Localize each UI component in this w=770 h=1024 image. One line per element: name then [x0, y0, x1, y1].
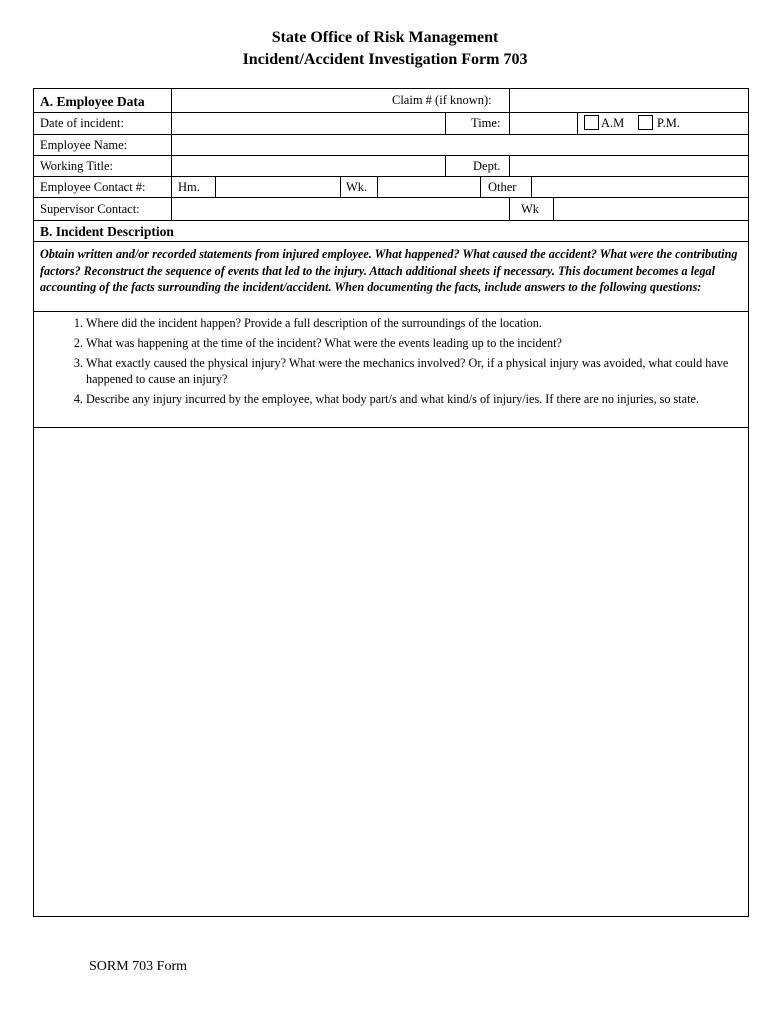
row-divider	[34, 197, 748, 198]
incident-description-area[interactable]	[34, 427, 748, 916]
row-divider	[34, 155, 748, 156]
supervisor-contact-label: Supervisor Contact:	[40, 202, 140, 216]
row-divider	[34, 112, 748, 113]
col-divider	[340, 176, 341, 197]
am-label: A.M	[601, 116, 625, 130]
question-item: 1. Where did the incident happen? Provide a full description of the surroundings of the location.	[86, 315, 738, 331]
col-divider	[171, 89, 172, 220]
time-label: Time:	[471, 116, 501, 130]
incident-form	[33, 88, 749, 917]
col-divider	[509, 155, 510, 176]
employee-name-label: Employee Name:	[40, 138, 128, 152]
col-divider	[509, 112, 510, 134]
col-divider	[509, 89, 510, 112]
col-divider	[577, 112, 578, 134]
employee-contact-label: Employee Contact #:	[40, 180, 146, 194]
supervisor-work-label: Wk	[521, 202, 540, 216]
col-divider	[531, 176, 532, 197]
section-a-heading: A. Employee Data	[40, 94, 145, 109]
form-title-line1: State Office of Risk Management	[271, 29, 499, 46]
instructions-text: Obtain written and/or recorded statements from injured employee. What happened? What caused the accident? What were the contributing factors? Reconstruct the sequence of events that led to the injury. Attach additional sheets if necessary. This document becomes a legal accounting of the facts surrounding the incident/accident. When documenting the facts, include answers to the following questions:	[40, 247, 738, 294]
question-item: 2. What was happening at the time of the incident? What were the events leading up to the incident?	[86, 335, 738, 351]
home-phone-label: Hm.	[178, 180, 200, 194]
row-divider	[34, 134, 748, 135]
row-divider	[34, 220, 748, 221]
col-divider	[553, 197, 554, 220]
question-item: 4. Describe any injury incurred by the employee, what body part/s and what kind/s of injury/ies. If there are no injuries, so state.	[86, 391, 738, 407]
col-divider	[480, 176, 481, 197]
working-title-label: Working Title:	[40, 159, 113, 173]
row-divider	[34, 241, 748, 242]
col-divider	[215, 176, 216, 197]
date-label: Date of incident:	[40, 116, 124, 130]
row-divider	[34, 311, 748, 312]
work-phone-label: Wk.	[346, 180, 368, 194]
pm-label: P.M.	[657, 116, 680, 130]
am-checkbox[interactable]	[584, 115, 599, 130]
question-item: 3. What exactly caused the physical injury? What were the mechanics involved? Or, if a physical injury was avoided, what could have happened to cause an injury?	[86, 355, 738, 387]
question-list	[34, 315, 738, 411]
col-divider	[445, 112, 446, 134]
form-title-line2: Incident/Accident Investigation Form 703	[242, 51, 528, 68]
section-b-heading: B. Incident Description	[40, 224, 174, 239]
col-divider	[509, 197, 510, 220]
form-footer: SORM 703 Form	[89, 959, 188, 974]
dept-label: Dept.	[473, 159, 501, 173]
pm-checkbox[interactable]	[638, 115, 653, 130]
row-divider	[34, 176, 748, 177]
col-divider	[445, 155, 446, 176]
claim-label: Claim # (if known):	[392, 93, 492, 107]
other-phone-label: Other	[488, 180, 517, 194]
col-divider	[377, 176, 378, 197]
